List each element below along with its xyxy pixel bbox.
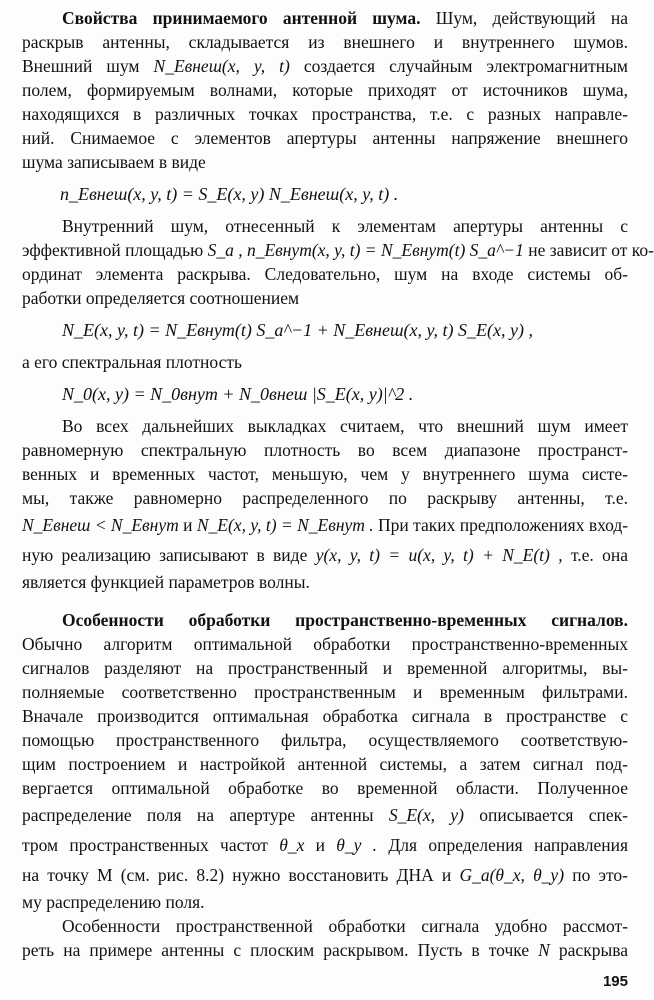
- text-line: а его спектральная плотность: [22, 352, 242, 372]
- text-line: ординат элемента раскрыва. Следовательно, шум на входе системы об-: [22, 264, 628, 284]
- text-line: является функцией параметров волны.: [22, 572, 310, 592]
- inline-formula: θ_y .: [336, 835, 378, 855]
- text-line: полняемые соответственно пространственным и временным фильтрами.: [22, 682, 628, 702]
- inline-formula: S_a , n_Eвнут(x, y, t) = N_Eвнут(t) S_a^−1: [207, 240, 524, 260]
- text-line: полем, формируемым волнами, которые приходят от источников шума,: [22, 80, 628, 100]
- inline-formula: N: [538, 940, 550, 960]
- text-line: вергается оптимальной обработке во временной области. Полученное: [22, 778, 628, 798]
- text-line: сигналов разделяют на пространственный и временной алгоритмы, вы-: [22, 658, 628, 678]
- text-line: эффективной площадью S_a , n_Eвнут(x, y, t) = N_Eвнут(t) S_a^−1 не зависит от ко-: [22, 240, 654, 260]
- text-line: шума записываем в виде: [22, 152, 206, 172]
- text-line: находящихся в различных точках пространства, т.е. с разных направле-: [22, 104, 628, 124]
- text-line: раскрыв антенны, складывается из внешнего и внутреннего шумов.: [22, 32, 628, 52]
- text-line: Внешний шум N_Eвнеш(x, y, t) создается случайным электромагнитным: [22, 56, 629, 76]
- text-line: работки определяется соотношением: [22, 288, 300, 308]
- inline-formula: N_Eвнеш(x, y, t): [153, 56, 290, 76]
- text-line: [22, 608, 628, 632]
- text-line: Внутренний шум, отнесенный к элементам апертуры антенны с: [62, 216, 628, 236]
- inline-formula: N_Eвнеш < N_Eвнут: [22, 515, 179, 535]
- formula-1: n_Eвнеш(x, y, t) = S_E(x, y) N_Eвнеш(x, y, t) .: [60, 184, 399, 204]
- section-heading: Особенности обработки пространственно-временных сигналов.: [62, 610, 628, 630]
- text-line: ную реализацию записывают в виде y(x, y, t) = u(x, y, t) + N_E(t) , т.е. она: [22, 545, 629, 565]
- page-number: 195: [602, 973, 628, 990]
- text-line: Вначале производится оптимальная обработка сигнала в пространстве с: [22, 706, 628, 726]
- text-line: Свойства принимаемого антенной шума. Шум, действующий на: [62, 8, 628, 28]
- text-line: на точку М (см. рис. 8.2) нужно восстановить ДНА и G_a(θ_x, θ_y) по это-: [22, 865, 628, 885]
- text-line: Во всех дальнейших выкладках считаем, что внешний шум имеет: [62, 416, 628, 436]
- inline-formula: N_E(x, y, t) = N_Eвнут .: [196, 515, 374, 535]
- text-line: Особенности пространственной обработки сигнала удобно рассмот-: [62, 916, 628, 936]
- text-line: распределение поля на апертуре антенны S_E(x, y) описывается спек-: [22, 805, 629, 825]
- formula-2: N_E(x, y, t) = N_Eвнут(t) S_a^−1 + N_Eвнеш(x, y, t) S_E(x, y) ,: [62, 320, 533, 340]
- inline-formula: S_E(x, y): [388, 805, 464, 825]
- text-line: щим построением и настройкой антенной системы, а затем сигнал под-: [22, 754, 628, 774]
- inline-formula: G_a(θ_x, θ_y): [459, 865, 565, 885]
- text-line: Обычно алгоритм оптимальной обработки пространственно-временных: [22, 634, 628, 654]
- text-line: му распределению поля.: [22, 892, 205, 912]
- inline-formula: θ_x: [279, 835, 305, 855]
- text-line: тром пространственных частот θ_x и θ_y . Для определения направления: [22, 835, 629, 855]
- text-line: помощью пространственного фильтра, осуществляемого соответствую-: [22, 730, 628, 750]
- text-line: венных и временных частот, меньшую, чем у внутреннего шума систе-: [22, 464, 628, 484]
- text-line: ний. Снимаемое с элементов апертуры антенны напряжение внешнего: [22, 128, 628, 148]
- text-line: равномерную спектральную плотность во всем диапазоне пространст-: [22, 440, 628, 460]
- section-heading: Свойства принимаемого антенной шума.: [62, 8, 421, 28]
- inline-formula: y(x, y, t) = u(x, y, t) + N_E(t) ,: [315, 545, 563, 565]
- text-line: N_Eвнеш < N_Eвнут и N_E(x, y, t) = N_Eвнут . При таких предположениях вход-: [22, 515, 629, 535]
- formula-3: N_0(x, y) = N_0внут + N_0внеш |S_E(x, y)|^2 .: [62, 384, 414, 404]
- text-line: мы, также равномерно распределенного по раскрыву антенны, т.е.: [22, 488, 628, 508]
- text-line: реть на примере антенны с плоским раскрывом. Пусть в точке N раскрыва: [22, 940, 629, 960]
